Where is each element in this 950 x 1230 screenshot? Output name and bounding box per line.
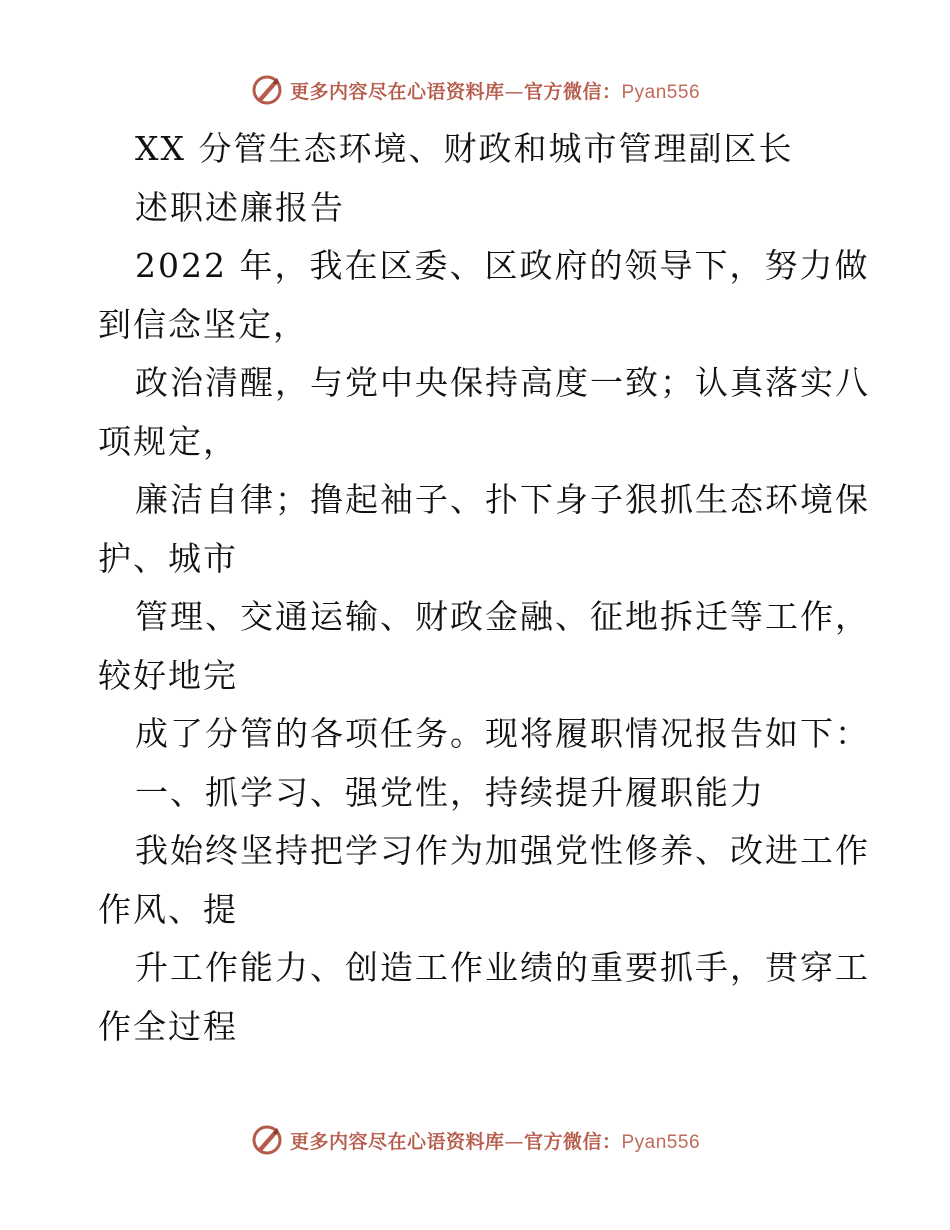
watermark-text: 更多内容尽在心语资料库—官方微信：Pyan556 bbox=[289, 1130, 701, 1153]
pen-logo-icon bbox=[250, 1123, 284, 1157]
watermark-footer bbox=[0, 1120, 950, 1160]
text-line: 到信念坚定， bbox=[98, 304, 308, 344]
text-line: 我始终坚持把学习作为加强党性修养、改进工作 bbox=[135, 831, 870, 870]
text-line: 述职述廉报告 bbox=[135, 187, 345, 227]
text-line: XX 分管生态环境、财政和城市管理副区长 bbox=[135, 129, 794, 168]
text-line: 管理、交通运输、财政金融、征地拆迁等工作， bbox=[135, 597, 870, 636]
text-line: 一、抓学习、强党性，持续提升履职能力 bbox=[135, 772, 765, 812]
document-body bbox=[98, 120, 868, 1056]
text-line: 作风、提 bbox=[98, 889, 238, 929]
text-line: 成了分管的各项任务。现将履职情况报告如下： bbox=[135, 714, 870, 753]
text-line: 较好地完 bbox=[98, 655, 238, 695]
wechat-id: Pyan556 bbox=[621, 1131, 701, 1153]
wechat-id: Pyan556 bbox=[621, 81, 701, 103]
text-line: 2022 年，我在区委、区政府的领导下，努力做 bbox=[135, 246, 870, 285]
pen-logo-icon bbox=[250, 73, 284, 107]
text-line: 护、城市 bbox=[98, 538, 238, 578]
watermark-text: 更多内容尽在心语资料库—官方微信：Pyan556 bbox=[289, 80, 701, 103]
text-line: 廉洁自律；撸起袖子、扑下身子狠抓生态环境保 bbox=[135, 480, 870, 519]
text-line: 作全过程 bbox=[98, 1006, 238, 1046]
watermark-header bbox=[0, 70, 950, 110]
text-line: 升工作能力、创造工作业绩的重要抓手，贯穿工 bbox=[135, 948, 870, 987]
text-line: 项规定， bbox=[98, 421, 238, 461]
text-line: 政治清醒，与党中央保持高度一致；认真落实八 bbox=[135, 363, 870, 402]
